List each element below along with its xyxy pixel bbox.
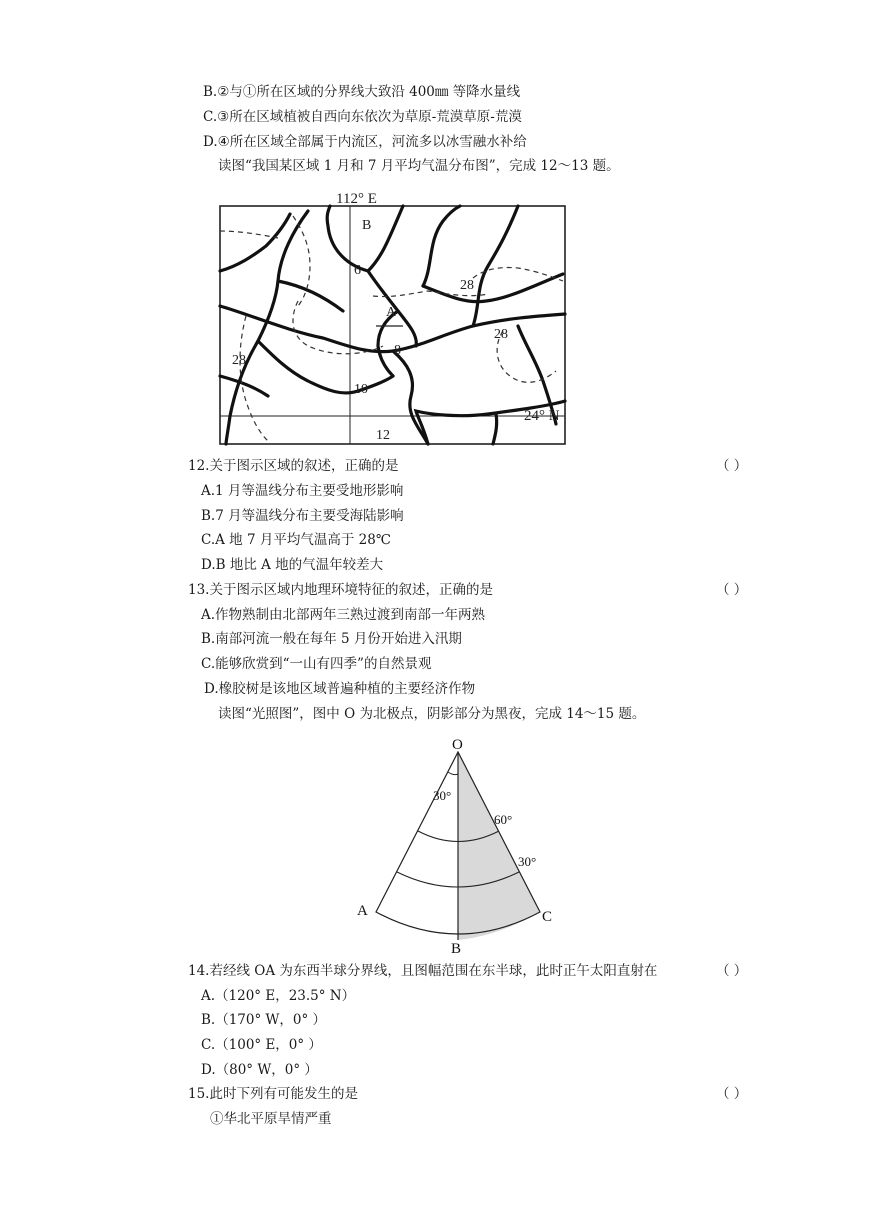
angle-30-label: 30° — [433, 788, 452, 803]
q15-item-1: ①华北平原旱情严重 — [210, 1111, 332, 1127]
q12-stem: 12.关于图示区域的叙述，正确的是 — [188, 458, 399, 474]
map-point-b-label: B — [362, 218, 372, 233]
q13-option-a: A.作物熟制由北部两年三熟过渡到南部一年两熟 — [201, 607, 486, 623]
intro-q14-15: 读图“光照图”，图中 O 为北极点，阴影部分为黑夜，完成 14～15 题。 — [218, 706, 646, 722]
q11-option-c: C.③所在区域植被自西向东依次为草原-荒漠草原-荒漠 — [203, 109, 522, 125]
q14-answer-blank: （ ） — [716, 963, 748, 979]
q14-option-b: B.（170° W，0° ） — [201, 1012, 327, 1028]
q11-option-d: D.④所在区域全部属于内流区，河流多以冰雪融水补给 — [203, 134, 527, 150]
q12-option-d: D.B 地比 A 地的气温年较差大 — [201, 557, 384, 573]
isotherm-12-label: 12 — [376, 428, 390, 443]
q12-option-c: C.A 地 7 月平均气温高于 28℃ — [201, 532, 391, 548]
q12-answer-blank: （ ） — [716, 458, 748, 474]
q13-answer-blank: （ ） — [716, 582, 748, 598]
isotherm-10-label: 10 — [354, 382, 368, 397]
point-a-label: A — [357, 903, 368, 919]
q13-option-c: C.能够欣赏到“一山有四季”的自然景观 — [201, 656, 432, 672]
point-b-label: B — [451, 941, 462, 956]
q14-option-c: C.（100° E，0° ） — [201, 1037, 322, 1053]
q13-stem: 13.关于图示区域内地理环境特征的叙述，正确的是 — [188, 582, 493, 598]
q12-option-b: B.7 月等温线分布主要受海陆影响 — [201, 508, 404, 524]
q13-option-b: B.南部河流一般在每年 5 月份开始进入汛期 — [201, 631, 462, 647]
illumination-sector-figure — [348, 734, 568, 956]
q11-option-b: B.②与①所在区域的分界线大致沿 400㎜ 等降水量线 — [203, 84, 521, 100]
night-shading — [458, 752, 540, 940]
isotherm-8-label: 8 — [394, 343, 401, 358]
latitude-label: 24° N — [524, 408, 560, 424]
isotherm-28-w-label: 28 — [232, 353, 246, 368]
q14-stem: 14.若经线 OA 为东西半球分界线，且图幅范围在东半球，此时正午太阳直射在 — [188, 963, 658, 979]
isotherm-28-ne-label: 28 — [460, 278, 474, 293]
latitude-60-label: 60° — [494, 812, 513, 827]
q13-option-d: D.橡胶树是该地区域普遍种植的主要经济作物 — [204, 681, 476, 697]
temperature-map-figure — [218, 186, 618, 448]
pole-o-label: O — [452, 737, 463, 753]
map-point-a-label: A — [386, 305, 397, 320]
latitude-30-label: 30° — [518, 854, 537, 869]
isotherm-6-label: 6 — [354, 263, 361, 278]
intro-q12-13: 读图“我国某区域 1 月和 7 月平均气温分布图”，完成 12～13 题。 — [218, 158, 620, 174]
longitude-label: 112° E — [336, 191, 377, 207]
point-c-label: C — [542, 909, 553, 925]
q14-option-a: A.（120° E，23.5° N） — [201, 988, 356, 1004]
q14-option-d: D.（80° W，0° ） — [201, 1062, 318, 1078]
q15-answer-blank: （ ） — [716, 1086, 748, 1102]
isotherm-28-e-label: 28 — [494, 327, 508, 342]
q15-stem: 15.此时下列有可能发生的是 — [188, 1086, 358, 1102]
q12-option-a: A.1 月等温线分布主要受地形影响 — [201, 483, 404, 499]
